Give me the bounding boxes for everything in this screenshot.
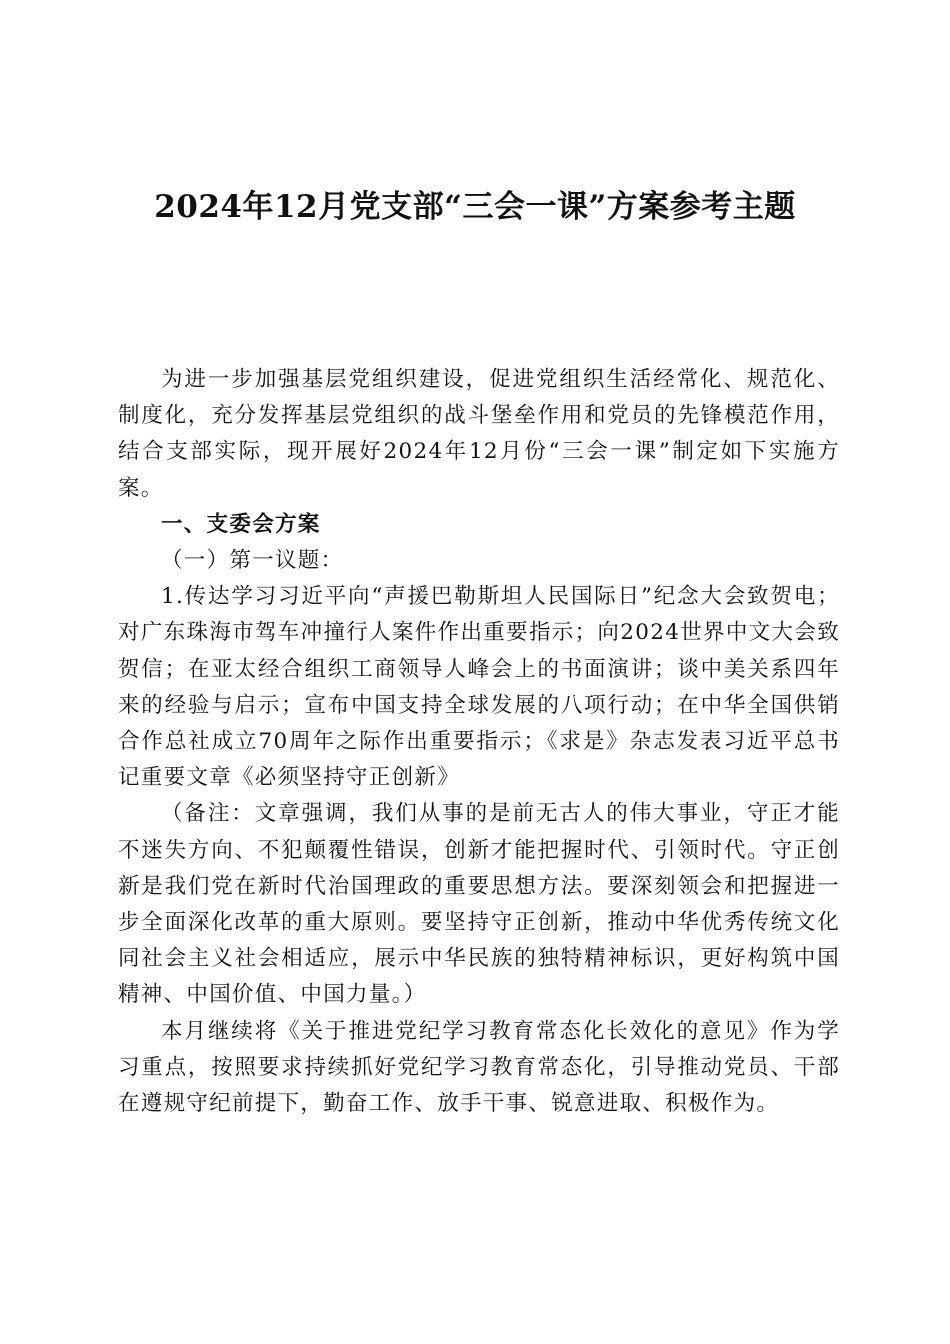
document-body bbox=[118, 362, 840, 1122]
document-title: 2024年12月党支部“三会一课”方案参考主题 bbox=[154, 189, 796, 225]
monthly-focus-paragraph: 本月继续将《关于推进党纪学习教育常态化长效化的意见》作为学习重点，按照要求持续抓好党纪学习教育常态化，引导推动党员、干部在遵规守纪前提下，勤奋工作、放手干事、锐意进取、积极作为。 bbox=[118, 1018, 840, 1117]
intro-paragraph: 为进一步加强基层党组织建设，促进党组织生活经常化、规范化、制度化，充分发挥基层党组织的战斗堡垒作用和党员的先锋模范作用，结合支部实际，现开展好2024年12月份“三会一课”制定如下实施方案。 bbox=[118, 367, 840, 501]
topic-item-1-paragraph: 1.传达学习习近平向“声援巴勒斯坦人民国际日”纪念大会致贺电；对广东珠海市驾车冲撞行人案件作出重要指示；向2024世界中文大会致贺信；在亚太经合组织工商领导人峰会上的书面演讲；谈中美关系四年来的经验与启示；宣布中国支持全球发展的八项行动；在中华全国供销合作总社成立70周年之际作出重要指示；《求是》杂志发表习近平总书记重要文章《必须坚持守正创新》 bbox=[118, 584, 840, 791]
remark-paragraph: （备注：文章强调，我们从事的是前无古人的伟大事业，守正才能不迷失方向、不犯颠覆性错误，创新才能把握时代、引领时代。守正创新是我们党在新时代治国理政的重要思想方法。要深刻领会和把握进一步全面深化改革的重大原则。要坚持守正创新，推动中华优秀传统文化同社会主义社会相适应，展示中华民族的独特精神标识，更好构筑中国精神、中国价值、中国力量。） bbox=[118, 801, 840, 1008]
subsection-heading-first-topic: （一）第一议题： bbox=[161, 548, 344, 574]
section-heading-branch-committee: 一、支委会方案 bbox=[161, 511, 321, 537]
